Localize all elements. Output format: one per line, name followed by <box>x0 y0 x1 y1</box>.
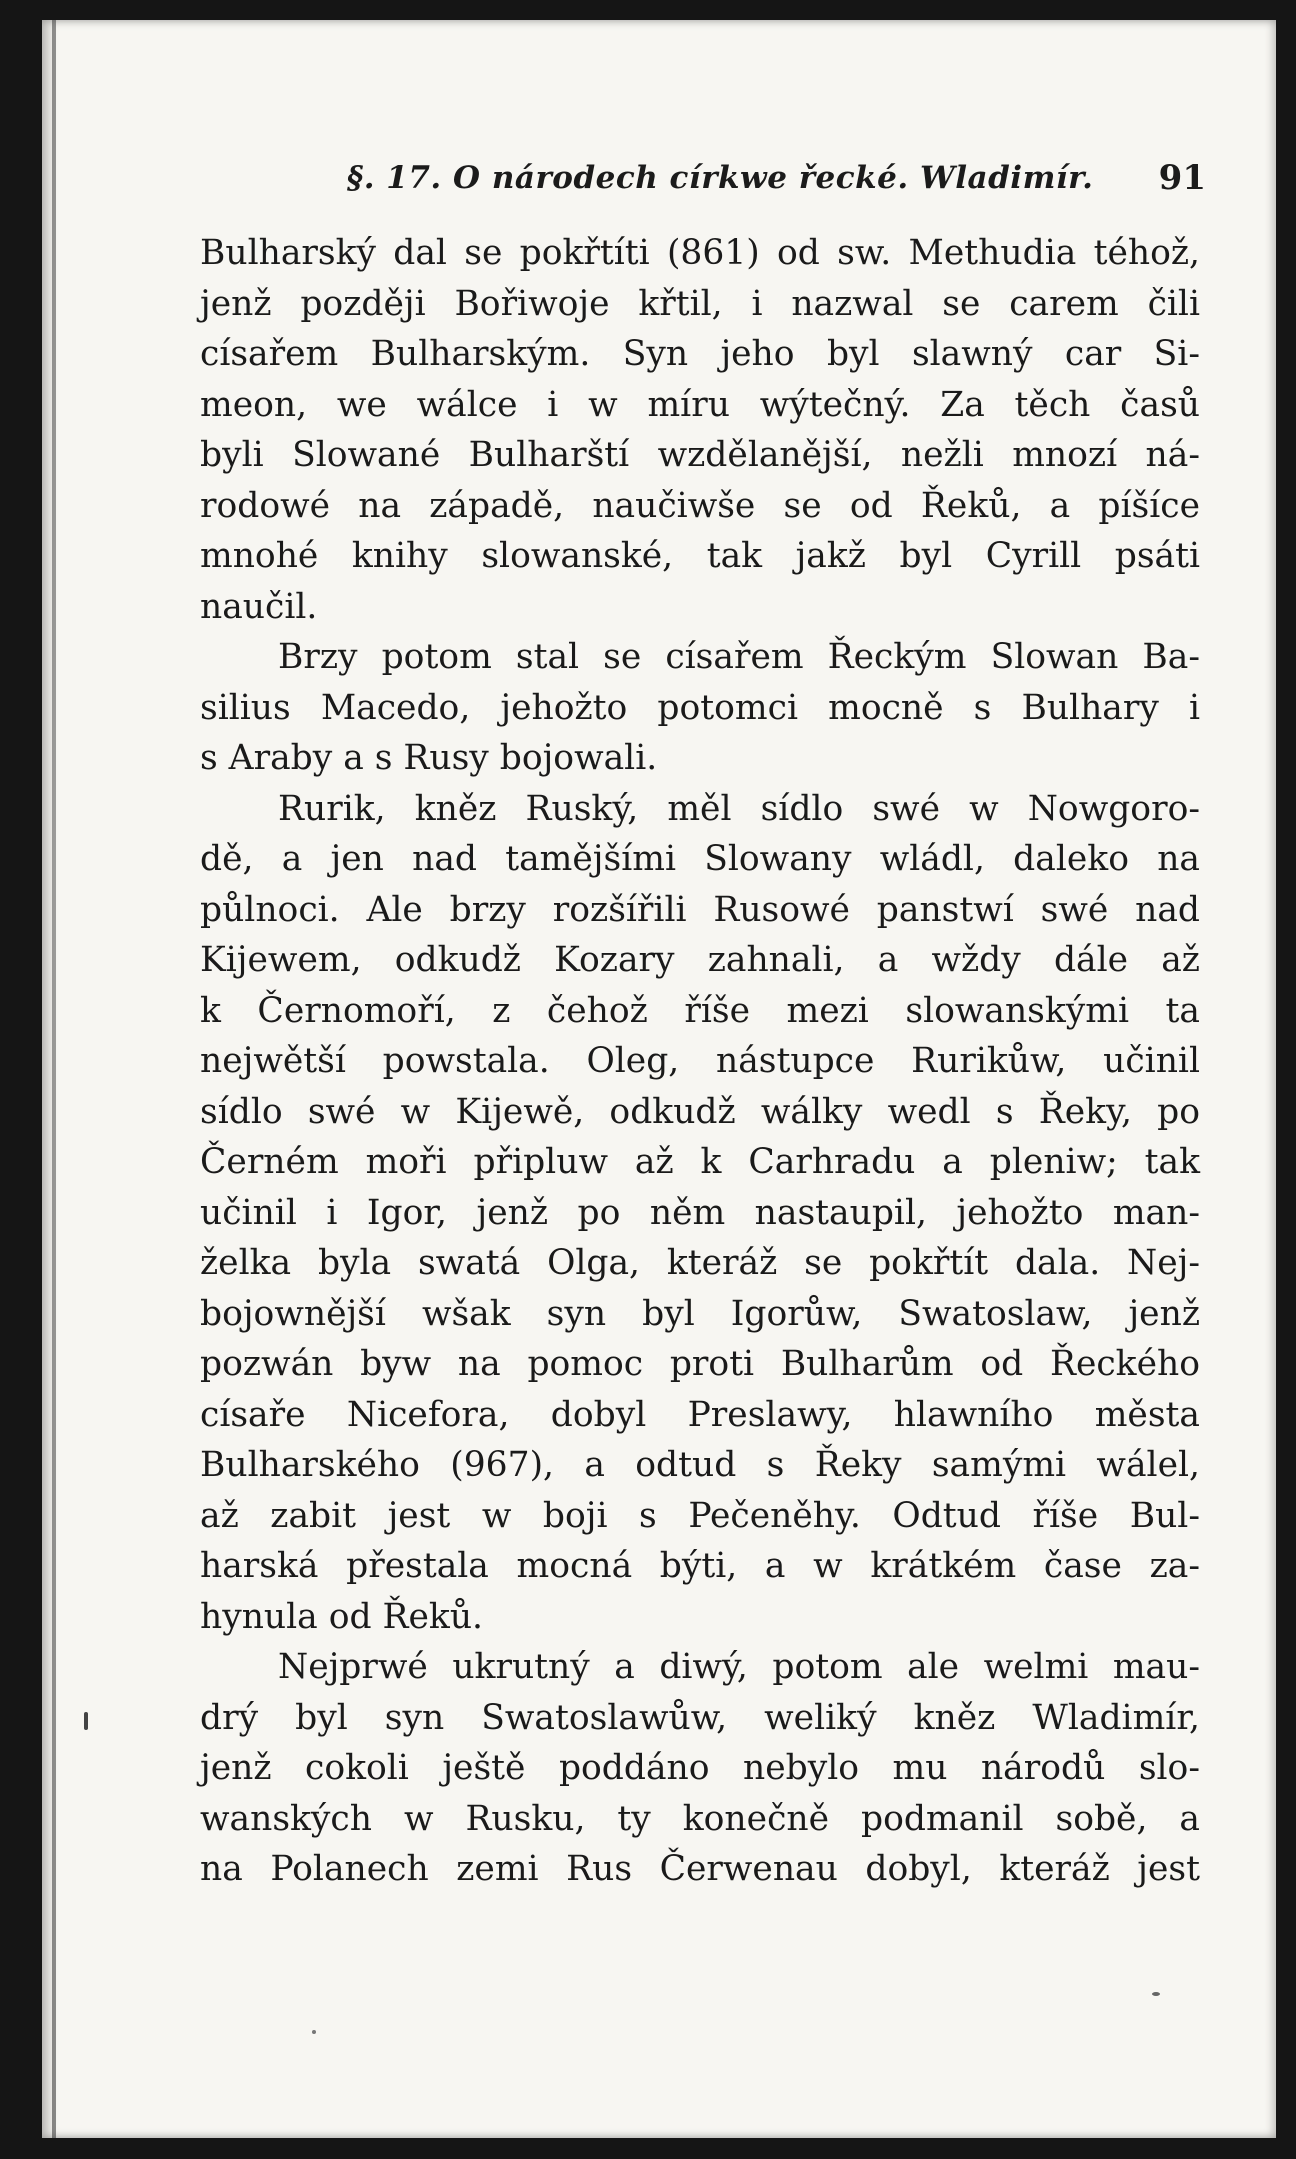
scan-speck <box>1152 1992 1160 1996</box>
text-line: jenž později Bořiwoje křtil, i nazwal se carem čili <box>200 283 1200 324</box>
text-line: Bulharský dal se pokřtíti (861) od sw. Methudia téhož, <box>200 233 1200 273</box>
text-line: na Polanech zemi Rus Čerwenau dobyl, kteráž jest <box>200 1849 1200 1889</box>
text-line: byli Slowané Bulharští wzdělanější, nežli mnozí ná- <box>200 435 1200 475</box>
paragraph-start-line: Brzy potom stal se císařem Řeckým Slowan Ba- <box>278 637 1200 677</box>
text-line: nejwětší powstala. Oleg, nástupce Rurikůw, učinil <box>200 1041 1200 1081</box>
text-line: Bulharského (967), a odtud s Řeky samými wálel, <box>200 1445 1200 1485</box>
text-line: rodowé na západě, naučiwše se od Řeků, a píšíce <box>200 485 1200 526</box>
running-header <box>202 160 1212 210</box>
text-line: mnohé knihy slowanské, tak jakž byl Cyrill psáti <box>200 536 1200 576</box>
text-line: sídlo swé w Kijewě, odkudž wálky wedl s Řeky, po <box>200 1091 1200 1132</box>
text-line: silius Macedo, jehožto potomci mocně s Bulhary i <box>200 687 1200 728</box>
text-line: hynula od Řeků. <box>200 1596 484 1637</box>
text-line: půlnoci. Ale brzy rozšířili Rusowé panstwí swé nad <box>200 889 1200 930</box>
header-title: §. 17. O národech církwe řecké. Wladimír. <box>347 160 1094 196</box>
scan-speck <box>312 2030 316 2034</box>
text-line: harská přestala mocná býti, a w krátkém čase za- <box>200 1546 1200 1586</box>
text-line: želka byla swatá Olga, kteráž se pokřtít dala. Nej- <box>200 1243 1200 1283</box>
page-number: 91 <box>1158 158 1206 198</box>
scan-speck <box>84 1712 88 1730</box>
text-line: císařem Bulharským. Syn jeho byl slawný car Si- <box>200 334 1200 374</box>
text-line: dě, a jen nad tamějšími Slowany wládl, daleko na <box>200 839 1200 879</box>
text-line: Kijewem, odkudž Kozary zahnali, a wždy dále až <box>200 940 1200 980</box>
text-line: bojownější wšak syn byl Igorůw, Swatoslaw, jenž <box>200 1293 1200 1334</box>
page-gutter-shadow <box>52 20 56 2138</box>
text-line: císaře Nicefora, dobyl Preslawy, hlawního města <box>200 1394 1200 1435</box>
page-text <box>200 228 1200 1895</box>
text-line: jenž cokoli ještě poddáno nebylo mu národů slo- <box>200 1748 1200 1788</box>
text-line: učinil i Igor, jenž po něm nastaupil, jehožto man- <box>200 1192 1200 1233</box>
text-line: wanských w Rusku, ty konečně podmanil sobě, a <box>200 1798 1200 1839</box>
text-line: pozwán byw na pomoc proti Bulharům od Řeckého <box>200 1344 1200 1384</box>
paragraph-start-line: Nejprwé ukrutný a diwý, potom ale welmi mau- <box>278 1647 1200 1687</box>
text-line: Černém moři připluw až k Carhradu a pleniw; tak <box>200 1142 1200 1182</box>
text-line: k Černomoří, z čehož říše mezi slowanskými ta <box>200 990 1200 1031</box>
book-page <box>42 20 1276 2138</box>
text-line: naučil. <box>200 586 318 627</box>
text-line: drý byl syn Swatoslawůw, weliký kněz Wladimír, <box>200 1697 1200 1738</box>
paragraph-start-line: Rurik, kněz Ruský, měl sídlo swé w Nowgoro- <box>278 788 1200 829</box>
text-line: až zabit jest w boji s Pečeněhy. Odtud říše Bul- <box>200 1495 1200 1536</box>
text-line: s Araby a s Rusy bojowali. <box>200 738 658 778</box>
text-line: meon, we wálce i w míru wýtečný. Za těch časů <box>200 384 1200 425</box>
